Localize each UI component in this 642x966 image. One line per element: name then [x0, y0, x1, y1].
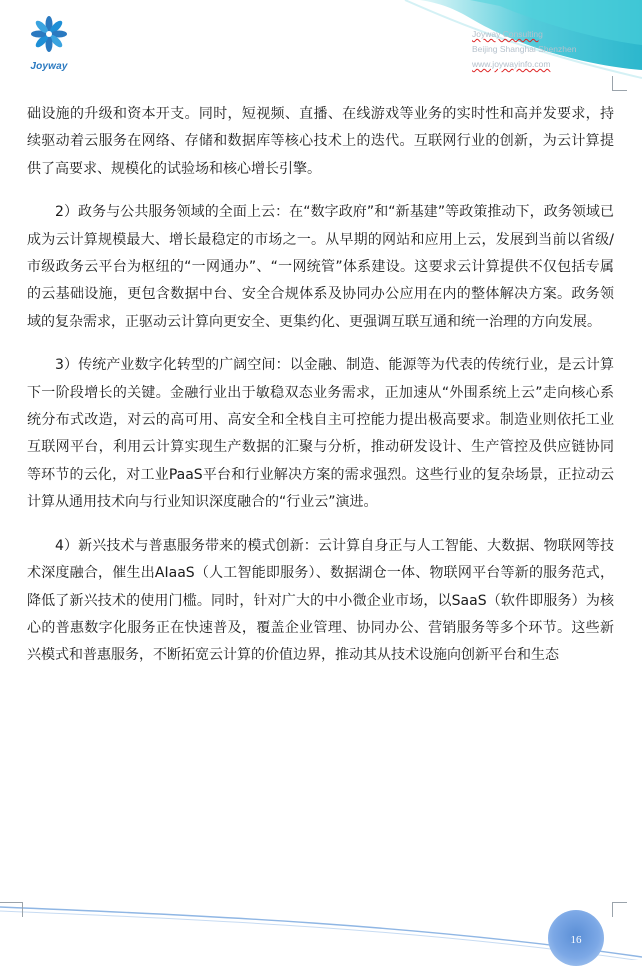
company-info: [472, 27, 622, 72]
body-paragraph: 2）政务与公共服务领域的全面上云：在“数字政府”和“新基建”等政策推动下，政务领域已成为云计算规模最大、增长最稳定的市场之一。从早期的网站和应用上云，发展到当前以省级/市级政务云平台为枢纽的“一网通办”、“一网统管”体系建设。这要求云计算提供不仅包括专属的云基础设施，更包含数据中台、安全合规体系及协同办公应用在内的整体解决方案。政务领域的复杂需求，正驱动云计算向更安全、更集约化、更强调互联互通和统一治理的方向发展。: [27, 204, 614, 330]
company-name: Joyway Consulting: [472, 29, 543, 39]
crop-mark-top-right: [612, 76, 627, 91]
company-website: www.joywayinfo.com: [472, 59, 551, 69]
crop-mark-bottom-right: [612, 902, 627, 917]
footer-curve-decoration: [0, 895, 642, 960]
company-cities: Beijing Shanghai Shenzhen: [472, 44, 577, 54]
body-paragraph: 4）新兴技术与普惠服务带来的模式创新：云计算自身正与人工智能、大数据、物联网等技术深度融合，催生出AIaaS（人工智能即服务）、数据湖仓一体、物联网平台等新的服务范式，降低了新兴技术的使用门槛。同时，针对广大的中小微企业市场，以SaaS（软件即服务）为核心的普惠数字化服务正在快速普及，覆盖企业管理、协同办公、营销服务等多个环节。这些新兴模式和普惠服务，不断拓宽云计算的价值边界，推动其从技术设施向创新平台和生态: [27, 537, 614, 664]
company-logo: [24, 16, 74, 74]
joyway-flower-icon: [27, 16, 71, 56]
document-body: [27, 101, 614, 686]
body-paragraph: 3）传统产业数字化转型的广阔空间：以金融、制造、能源等为代表的传统行业，是云计算下一阶段增长的关键。金融行业出于敏稳双态业务需求，正加速从“外围系统上云”走向核心系统分布式改造，对云的高可用、高安全和全栈自主可控能力提出极高要求。制造业则依托工业互联网平台，利用云计算实现生产数据的汇聚与分析，推动研发设计、生产管控及供应链协同等环节的云化，对工业PaaS平台和行业解决方案的需求强烈。这些行业的复杂场景，正拉动云计算从通用技术向与行业知识深度融合的“行业云”演进。: [27, 357, 614, 511]
page-number: 16: [570, 934, 582, 946]
logo-wordmark: Joyway: [30, 61, 68, 72]
body-paragraph: 础设施的升级和资本开支。同时，短视频、直播、在线游戏等业务的实时性和高并发要求，持续驱动着云服务在网络、存储和数据库等核心技术上的迭代。互联网行业的创新，为云计算提供了高要求、规模化的试验场和核心增长引擎。: [27, 106, 614, 177]
crop-mark-bottom-left: [0, 902, 23, 917]
